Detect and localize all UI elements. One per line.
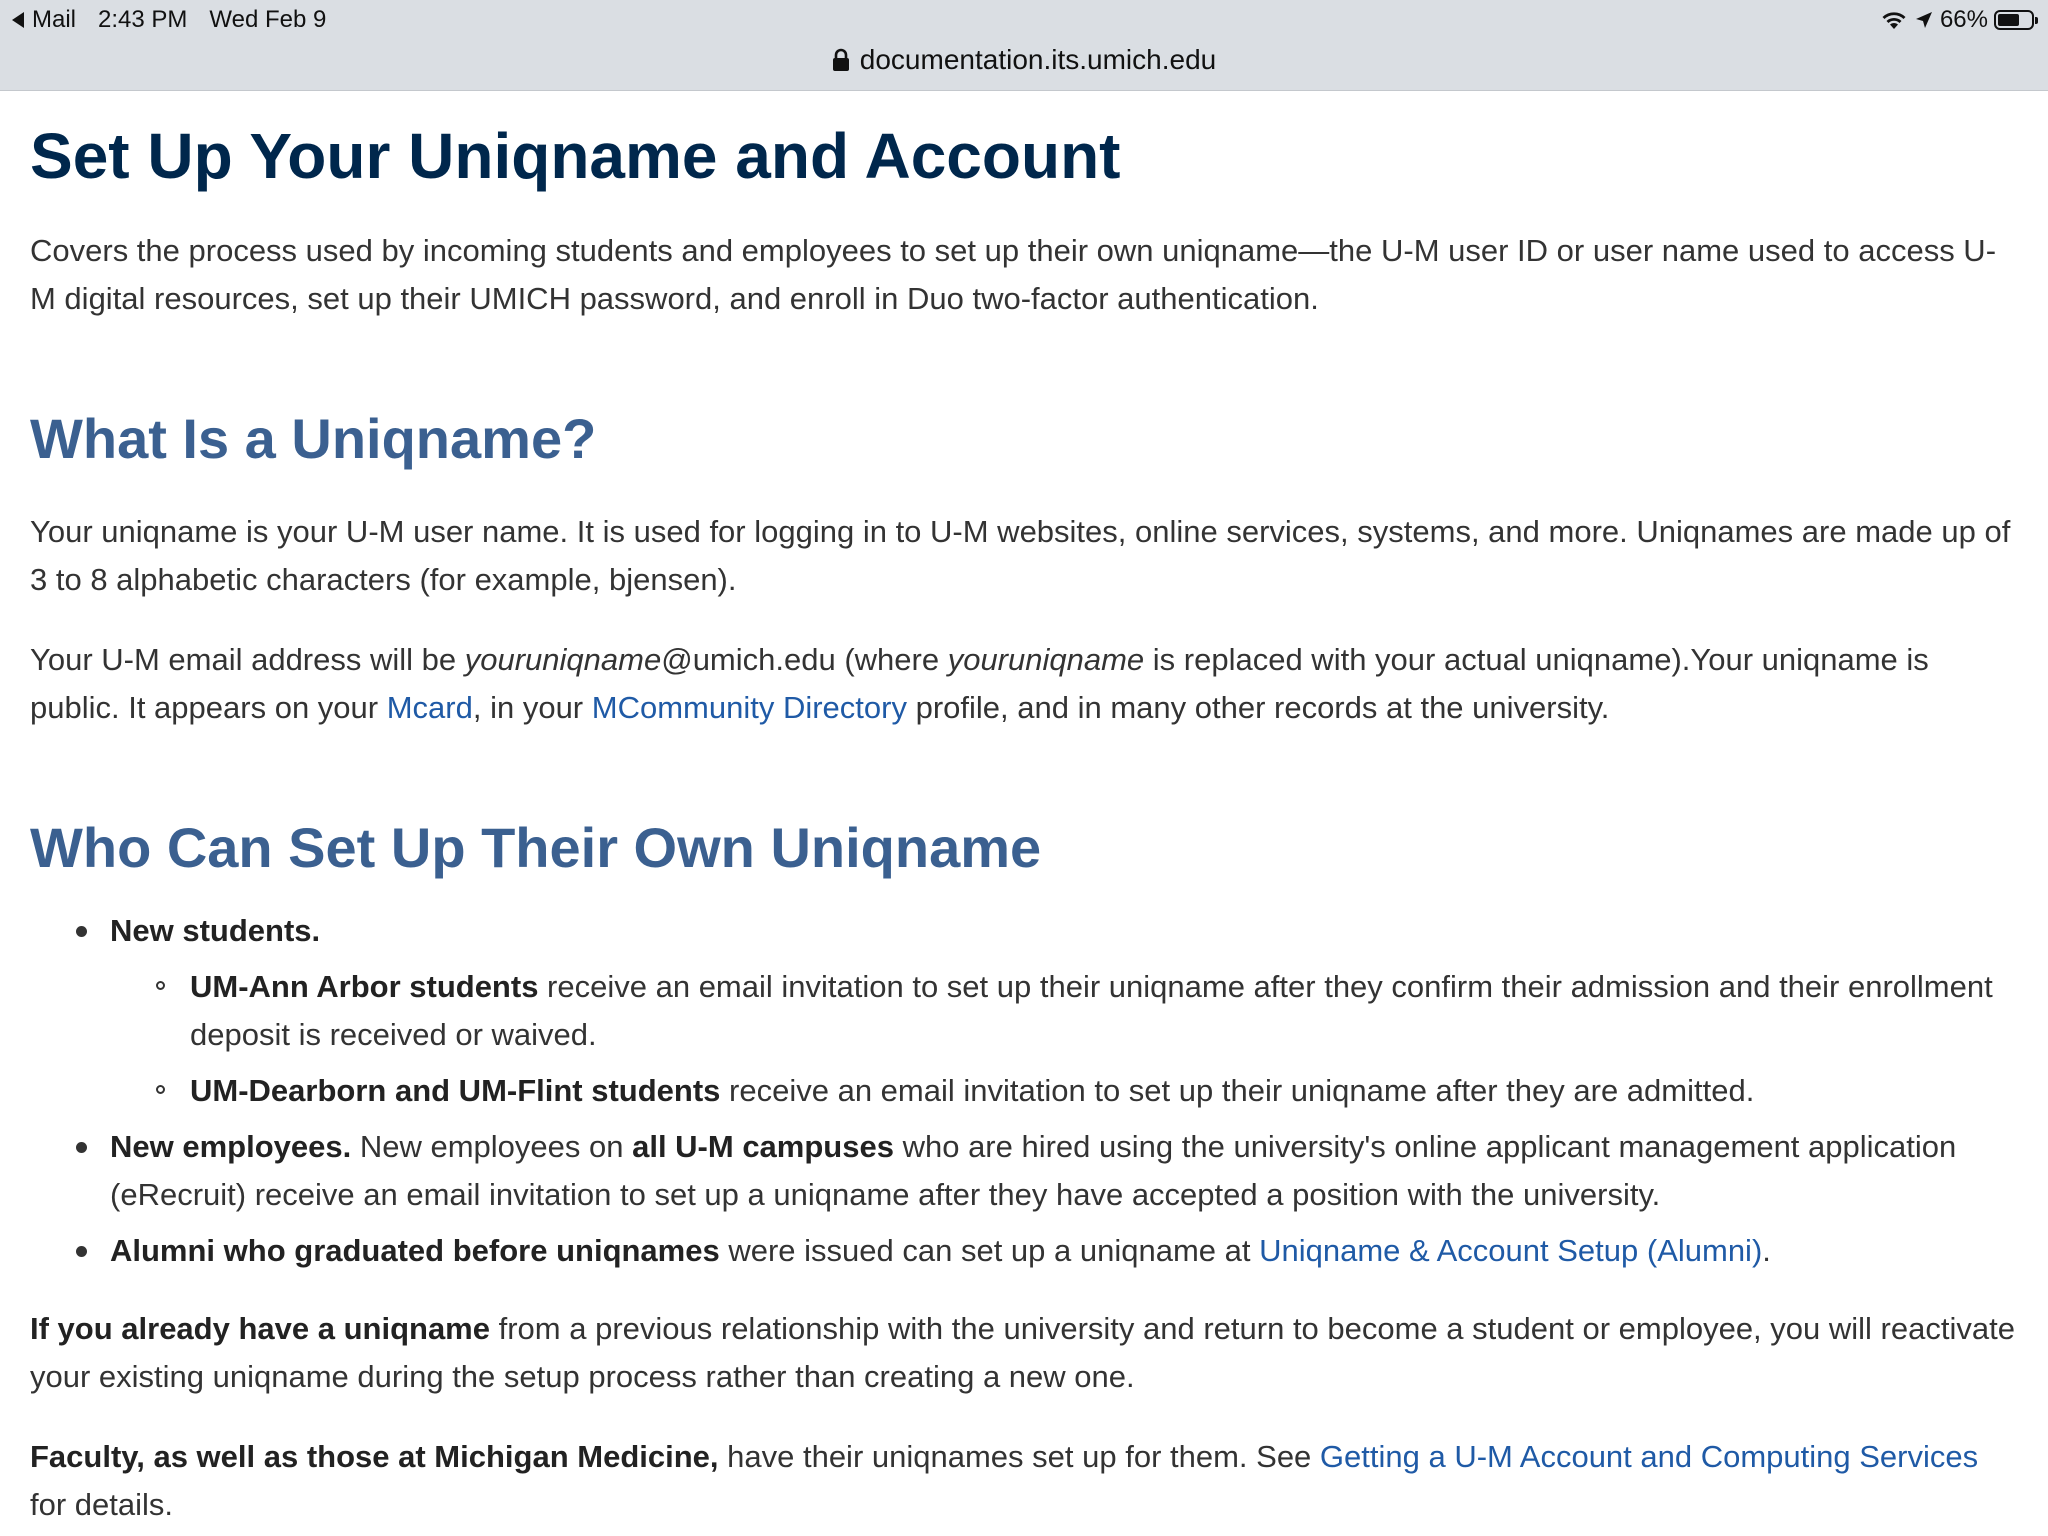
faculty-paragraph: Faculty, as well as those at Michigan Medicine, have their uniqnames set up for them. See Getting a U-M Account and Computing Services for details. bbox=[30, 1439, 1979, 1523]
wifi-icon bbox=[1880, 9, 1908, 31]
getting-um-account-link[interactable]: Getting a U-M Account and Computing Services bbox=[1319, 1439, 1979, 1475]
list-item-dearborn-flint: UM-Dearborn and UM-Flint students receive an email invitation to set up their uniqname after they are admitted. bbox=[190, 1067, 2020, 1115]
list-item-new-employees: New employees. New employees on all U-M campuses who are hired using the university's online applicant management application (eRecruit) receive an email invitation to set up a uniqname after they have accepted a position with the university. bbox=[110, 1123, 2020, 1219]
url-domain[interactable]: documentation.its.umich.edu bbox=[859, 44, 1217, 75]
battery-icon bbox=[1994, 10, 2034, 30]
list-item-alumni: Alumni who graduated before uniqnames were issued can set up a uniqname at Uniqname & Account Setup (Alumni). bbox=[110, 1227, 2020, 1275]
page-content bbox=[30, 90, 2020, 1529]
alumni-setup-link[interactable]: Uniqname & Account Setup (Alumni) bbox=[1259, 1233, 1763, 1269]
email-address-paragraph: Your U-M email address will be youruniqname@umich.edu (where youruniqname is replaced with your actual uniqname).Your uniqname is public. It appears on your Mcard, in your MCommunity Directory profile, and in many other records at the university. bbox=[30, 641, 1929, 725]
status-time: 2:43 PM bbox=[98, 6, 188, 33]
lock-icon bbox=[832, 48, 850, 72]
address-bar[interactable] bbox=[0, 40, 2048, 80]
list-item-ann-arbor: UM-Ann Arbor students receive an email invitation to set up their uniqname after they confirm their admission and their enrollment deposit is received or waived. bbox=[190, 963, 2020, 1059]
mcard-link[interactable]: Mcard bbox=[386, 689, 473, 725]
battery-level-fill bbox=[1998, 14, 2019, 26]
heading-what-is-uniqname: What Is a Uniqname? bbox=[30, 406, 597, 470]
location-arrow-icon bbox=[1914, 10, 1934, 30]
uniqname-definition-paragraph: Your uniqname is your U-M user name. It is used for logging in to U-M websites, online services, systems, and more. Uniqnames are made up of 3 to 8 alphabetic characters (for example, bjensen). bbox=[30, 513, 2011, 597]
heading-who-can-set-up: Who Can Set Up Their Own Uniqname bbox=[30, 815, 1042, 879]
back-to-app-link[interactable]: Mail bbox=[32, 6, 77, 33]
eligibility-list bbox=[30, 907, 2020, 1275]
students-sub-list bbox=[110, 963, 2020, 1115]
back-arrow-icon[interactable] bbox=[12, 12, 24, 28]
browser-top-bar bbox=[0, 0, 2048, 91]
status-date: Wed Feb 9 bbox=[209, 6, 327, 33]
battery-percent: 66% bbox=[1939, 6, 1988, 33]
list-item-new-students: New students. UM-Ann Arbor students receive an email invitation to set up their uniqname after they confirm their admission and their enrollment deposit is received or waived. UM-Dearborn and UM-Flint students receive an email invitation to set up their uniqname after they are admitted. bbox=[110, 907, 2020, 1115]
status-bar-right bbox=[1880, 4, 2034, 36]
page-title: Set Up Your Uniqname and Account bbox=[30, 120, 1121, 192]
status-bar-left bbox=[12, 4, 326, 36]
mcommunity-directory-link[interactable]: MCommunity Directory bbox=[591, 689, 907, 725]
existing-uniqname-paragraph: If you already have a uniqname from a previous relationship with the university and return to become a student or employee, you will reactivate your existing uniqname during the setup process rather than creating a new one. bbox=[30, 1311, 2015, 1395]
intro-paragraph: Covers the process used by incoming students and employees to set up their own uniqname—the U-M user ID or user name used to access U-M digital resources, set up their UMICH password, and enroll in Duo two-factor authentication. bbox=[30, 232, 1997, 316]
